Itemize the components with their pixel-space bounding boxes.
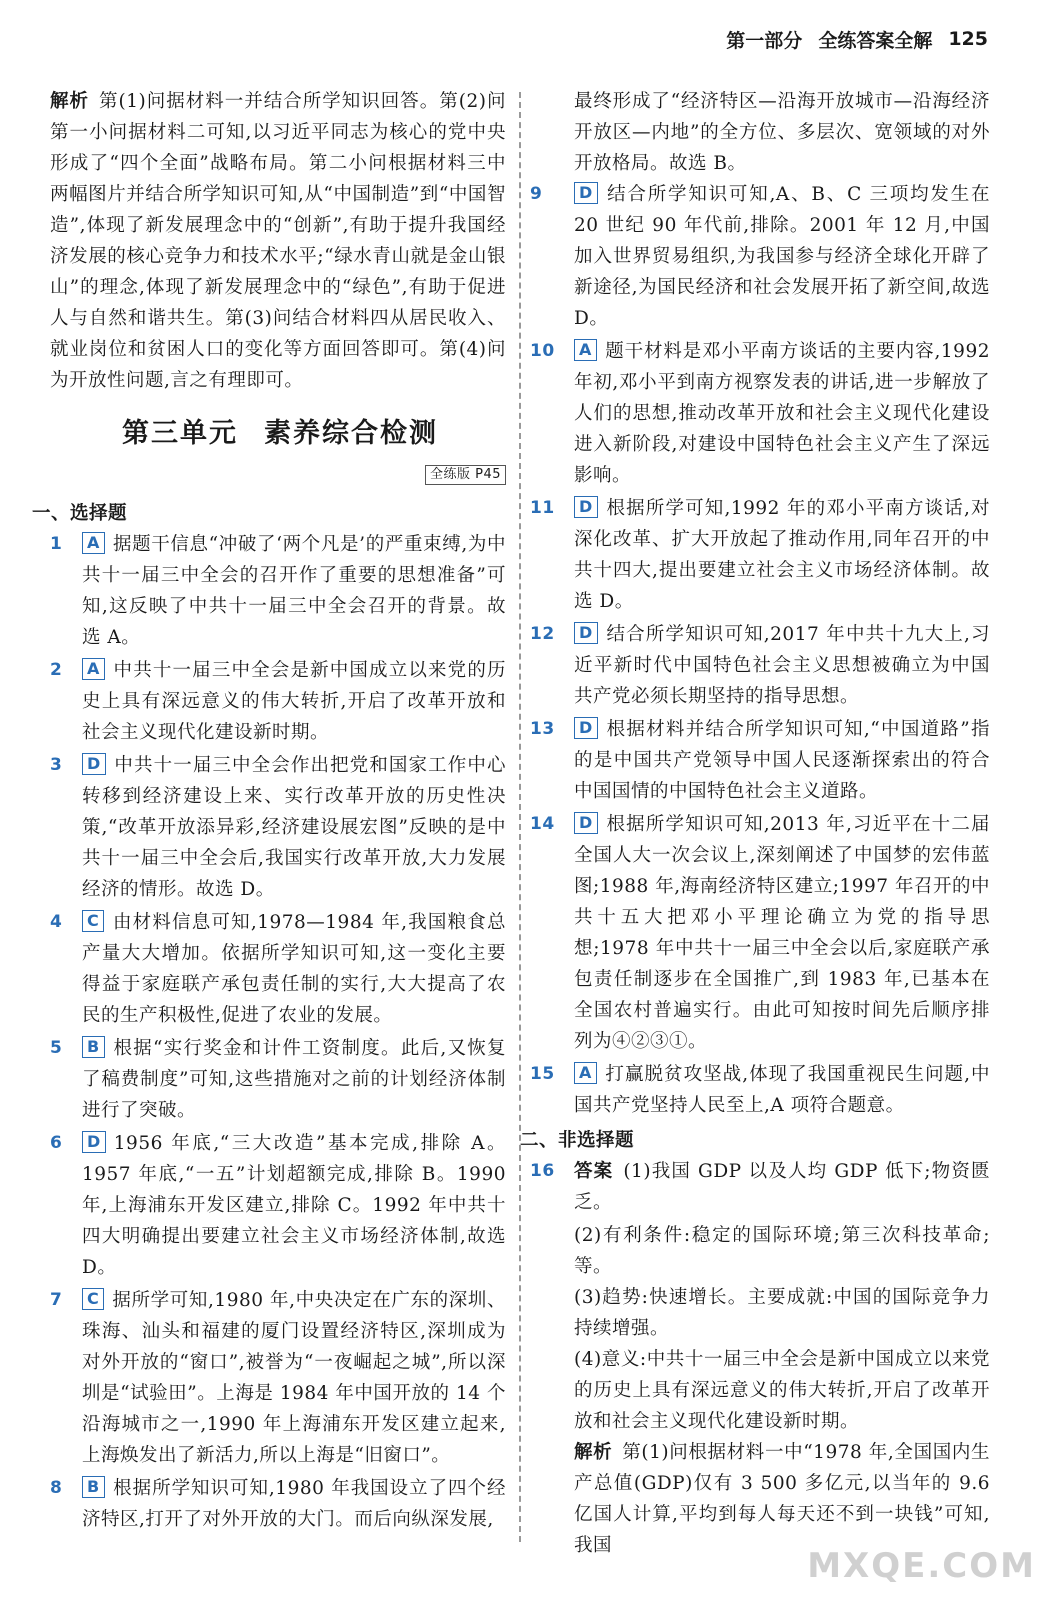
question-explanation: 结合所学知识可知,A、B、C 三项均发生在 20 世纪 90 年代前,排除。2001 年 12 月,中国加入世界贸易组织,为我国参与经济全球化开辟了新途径,为国民经济和社会发展开拓了新空间,故选 D。 bbox=[574, 184, 990, 329]
analysis-text: 第(1)问根据材料一中“1978 年,全国国内生产总值(GDP)仅有 3 500 多亿元,以当年的 9.6 亿国人计算,平均到每人每天还不到一块钱”可知,我国 bbox=[574, 1442, 990, 1556]
question-number: 2 bbox=[50, 660, 63, 680]
analysis-label: 解析 bbox=[574, 1442, 613, 1463]
question-number: 10 bbox=[530, 341, 555, 361]
answer-badge: D bbox=[82, 1131, 106, 1153]
answer-badge: B bbox=[82, 1476, 105, 1498]
question-item bbox=[50, 1033, 506, 1126]
left-column bbox=[32, 86, 506, 1537]
question-explanation: 根据“实行奖金和计件工资制度。此后,又恢复了稿费制度”可知,这些措施对之前的计划经济体制进行了突破。 bbox=[82, 1038, 506, 1121]
question-explanation: 根据所学可知,1992 年的邓小平南方谈话,对深化改革、扩大开放起了推动作用,同年召开的中共十四大,提出要建立社会主义市场经济体制。故选 D。 bbox=[574, 498, 990, 612]
continued-text: 最终形成了“经济特区—沿海开放城市—沿海经济开放区—内地”的全方位、多层次、宽领域的对外开放格局。故选 B。 bbox=[574, 91, 990, 174]
answer-badge: A bbox=[82, 658, 105, 680]
answer-badge: A bbox=[574, 1062, 597, 1084]
question-explanation: 打赢脱贫攻坚战,体现了我国重视民生问题,中国共产党坚持人民至上,A 项符合题意。 bbox=[574, 1064, 990, 1116]
question-item bbox=[530, 179, 990, 334]
intro-paragraph bbox=[50, 86, 506, 396]
answer-badge: B bbox=[82, 1036, 105, 1058]
answer-badge: D bbox=[574, 812, 598, 834]
column-divider bbox=[519, 92, 521, 1542]
question-explanation: 结合所学知识可知,2017 年中共十九大上,习近平新时代中国特色社会主义思想被确立为中国共产党必须长期坚持的指导思想。 bbox=[574, 624, 990, 707]
answer-badge: D bbox=[574, 182, 598, 204]
answer-part-2: (2)有利条件:稳定的国际环境;第三次科技革命;等。 bbox=[574, 1225, 990, 1277]
question-item bbox=[50, 750, 506, 905]
question-item bbox=[530, 493, 990, 617]
question-item bbox=[50, 1285, 506, 1471]
question-item bbox=[50, 655, 506, 748]
section-non-choice: 二、非选择题 bbox=[520, 1130, 635, 1151]
watermark-logo: MXQE.COM bbox=[807, 1546, 1036, 1586]
question-explanation: 中共十一届三中全会作出把党和国家工作中心转移到经济建设上来、实行改革开放的历史性决策,“改革开放添异彩,经济建设展宏图”反映的是中共十一届三中全会后,我国实行改革开放,大力发展经济的情形。故选 D。 bbox=[82, 755, 506, 900]
question-explanation: 据题干信息“冲破了‘两个凡是’的严重束缚,为中共十一届三中全会的召开作了重要的思想准备”可知,这反映了中共十一届三中全会召开的背景。故选 A。 bbox=[82, 534, 506, 648]
answer-badge: D bbox=[82, 753, 106, 775]
question-number: 14 bbox=[530, 814, 555, 834]
answer-part-4: (4)意义:中共十一届三中全会是新中国成立以来党的历史上具有深远意义的伟大转折,开启了改革开放和社会主义现代化建设新时期。 bbox=[574, 1349, 990, 1432]
answer-badge: C bbox=[82, 910, 104, 932]
question-explanation: 根据所学知识可知,2013 年,习近平在十二届全国人大一次会议上,深刻阐述了中国梦的宏伟蓝图;1988 年,海南经济特区建立;1997 年召开的中共十五大把邓小平理论确立为党的指导思想;1978 年中共十一届三中全会以后,家庭联产承包责任制逐步在全国推广,到 1983 年,已基本在全国农村普遍实行。由此可知按时间先后顺序排列为④②③①。 bbox=[574, 814, 990, 1052]
header-title: 全练答案全解 bbox=[818, 29, 933, 52]
question-explanation: 1956 年底,“三大改造”基本完成,排除 A。1957 年底,“一五”计划超额完成,排除 B。1990 年,上海浦东开发区建立,排除 C。1992 年中共十四大明确提出要建立社会主义市场经济体制,故选 D。 bbox=[82, 1133, 506, 1278]
question-explanation: 据所学可知,1980 年,中央决定在广东的深圳、珠海、汕头和福建的厦门设置经济特区,深圳成为对外开放的“窗口”,被誉为“一夜崛起之城”,所以深圳是“试验田”。上海是 1984 年中国开放的 14 个沿海城市之一,1990 年上海浦东开发区建立起来,上海焕发出了新活力,所以上海是“旧窗口”。 bbox=[82, 1290, 506, 1466]
question-item bbox=[530, 619, 990, 712]
answer-part-1: (1)我国 GDP 以及人均 GDP 低下;物资匮乏。 bbox=[574, 1161, 990, 1213]
unit-title bbox=[80, 418, 506, 449]
answer-badge: C bbox=[82, 1288, 104, 1310]
question-number: 4 bbox=[50, 912, 63, 932]
header-section: 第一部分 bbox=[726, 29, 803, 52]
question-number: 9 bbox=[530, 184, 543, 204]
question-number: 3 bbox=[50, 755, 63, 775]
question-number: 12 bbox=[530, 624, 555, 644]
question-number: 11 bbox=[530, 498, 555, 518]
edition-tag: 全练版 P45 bbox=[425, 465, 506, 485]
question-item bbox=[530, 1156, 990, 1218]
question-item bbox=[50, 529, 506, 653]
page-header bbox=[726, 24, 988, 54]
unit-title-name: 素养综合检测 bbox=[264, 418, 438, 449]
question-item bbox=[530, 714, 990, 807]
answer-badge: D bbox=[574, 622, 598, 644]
answer-label: 答案 bbox=[574, 1161, 614, 1182]
unit-title-number: 第三单元 bbox=[122, 418, 238, 449]
question-number: 6 bbox=[50, 1133, 63, 1153]
right-column bbox=[520, 86, 990, 1561]
question-number: 1 bbox=[50, 534, 63, 554]
question-number: 8 bbox=[50, 1478, 63, 1498]
question-explanation: 题干材料是邓小平南方谈话的主要内容,1992 年初,邓小平到南方视察发表的讲话,进一步解放了人们的思想,推动改革开放和社会主义现代化建设进入新阶段,对建设中国特色社会主义产生了深远影响。 bbox=[574, 341, 990, 486]
question-item bbox=[530, 336, 990, 491]
answer-part-3: (3)趋势:快速增长。主要成就:中国的国际竞争力持续增强。 bbox=[574, 1287, 990, 1339]
answer-badge: A bbox=[574, 339, 597, 361]
question-explanation: 根据所学知识可知,1980 年我国设立了四个经济特区,打开了对外开放的大门。而后向纵深发展, bbox=[82, 1478, 506, 1530]
question-item bbox=[50, 907, 506, 1031]
tag-row bbox=[50, 457, 506, 488]
question-number: 13 bbox=[530, 719, 555, 739]
question-number: 5 bbox=[50, 1038, 63, 1058]
question-item bbox=[50, 1473, 506, 1535]
question-explanation: 根据材料并结合所学知识可知,“中国道路”指的是中国共产党领导中国人民逐渐探索出的符合中国国情的中国特色社会主义道路。 bbox=[574, 719, 990, 802]
section-choice: 一、选择题 bbox=[32, 503, 128, 524]
answer-badge: D bbox=[574, 496, 598, 518]
question-number: 15 bbox=[530, 1064, 555, 1084]
question-item bbox=[530, 1059, 990, 1121]
question-explanation: 中共十一届三中全会是新中国成立以来党的历史上具有深远意义的伟大转折,开启了改革开放和社会主义现代化建设新时期。 bbox=[82, 660, 506, 743]
answer-badge: A bbox=[82, 532, 105, 554]
page-number: 125 bbox=[948, 28, 988, 50]
question-number: 7 bbox=[50, 1290, 63, 1310]
analysis-label: 解析 bbox=[50, 91, 90, 112]
answer-badge: D bbox=[574, 717, 598, 739]
intro-text: 第(1)问据材料一并结合所学知识回答。第(2)问第一小问据材料二可知,以习近平同志为核心的党中央形成了“四个全面”战略布局。第二小问根据材料三中两幅图片并结合所学知识可知,从“中国制造”到“中国智造”,体现了新发展理念中的“创新”,有助于提升我国经济发展的核心竞争力和技术水平;“绿水青山就是金山银山”的理念,体现了新发展理念中的“绿色”,有助于促进人与自然和谐共生。第(3)问结合材料四从居民收入、就业岗位和贫困人口的变化等方面回答即可。第(4)问为开放性问题,言之有理即可。 bbox=[50, 91, 506, 391]
analysis-paragraph bbox=[538, 1437, 990, 1561]
question-number: 16 bbox=[530, 1161, 555, 1181]
question-item bbox=[50, 1128, 506, 1283]
question-item bbox=[530, 809, 990, 1057]
question-explanation: 由材料信息可知,1978—1984 年,我国粮食总产量大大增加。依据所学知识可知,这一变化主要得益于家庭联产承包责任制的实行,大大提高了农民的生产积极性,促进了农业的发展。 bbox=[82, 912, 506, 1026]
